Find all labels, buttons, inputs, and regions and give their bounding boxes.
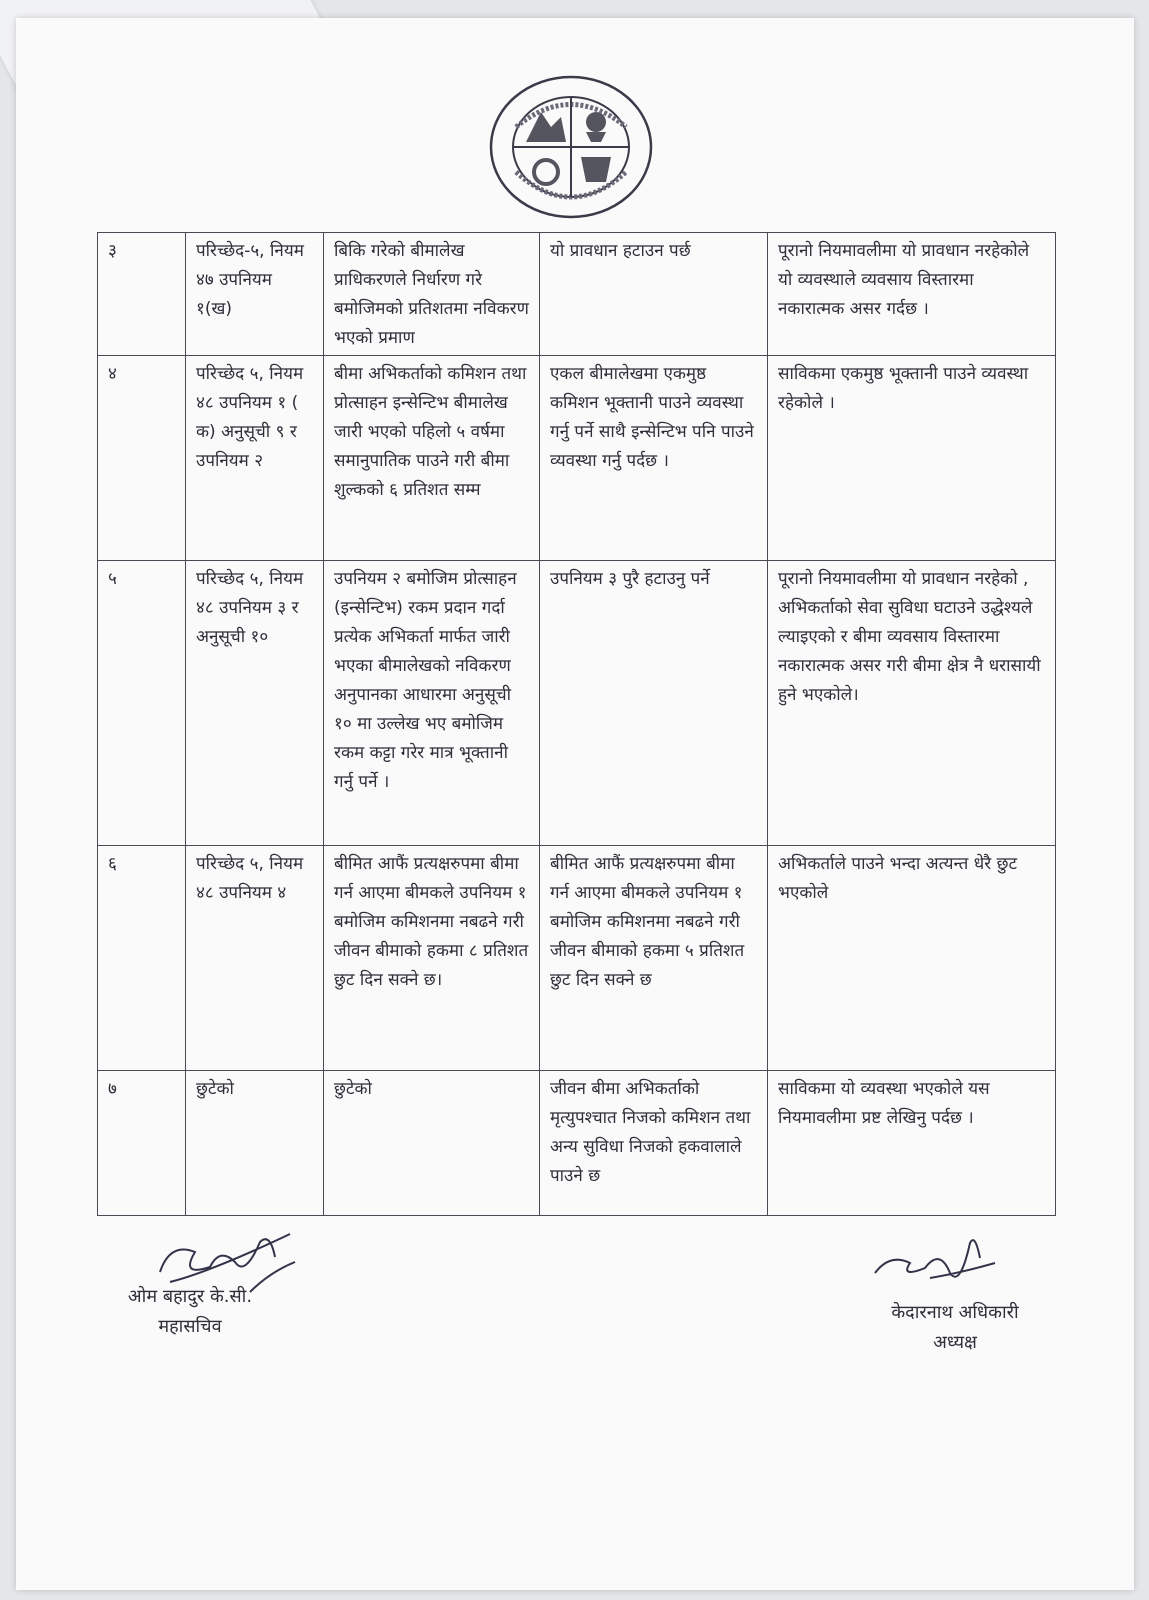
table-row [98, 356, 1056, 561]
signatory-title: महासचिव [158, 1316, 222, 1337]
signatory-name: केदारनाथ अधिकारी [891, 1302, 1019, 1323]
current-provision-cell: छुटेको [324, 1071, 540, 1216]
signature-right [870, 1228, 1000, 1298]
current-provision-cell: बीमा अभिकर्ताको कमिशन तथा प्रोत्साहन इन्सेन्टिभ बीमालेख जारी भएको पहिलो ५ वर्षमा समानुपातिक पाउने गरी बीमा शुल्कको ६ प्रतिशत सम्म [324, 356, 540, 561]
association-seal-logo [486, 72, 656, 222]
serial-number-cell: ४ [98, 356, 186, 561]
table-row [98, 846, 1056, 1071]
chapter-rule-cell: छुटेको [186, 1071, 324, 1216]
serial-number-cell: ६ [98, 846, 186, 1071]
reason-cell: पूरानो नियमावलीमा यो प्रावधान नरहेकोले यो व्यवस्थाले व्यवसाय विस्तारमा नकारात्मक असर गर्दछ । [768, 233, 1056, 356]
signatory-right [860, 1298, 1050, 1358]
signatory-left [100, 1282, 280, 1342]
current-provision-cell: बिकि गरेको बीमालेख प्राधिकरणले निर्धारण गरे बमोजिमको प्रतिशतमा नविकरण भएको प्रमाण [324, 233, 540, 356]
seal-graphic [486, 72, 656, 222]
signatory-name: ओम बहादुर के.सी. [127, 1286, 253, 1307]
reason-cell: साविकमा यो व्यवस्था भएकोले यस नियमावलीमा प्रष्ट लेखिनु पर्दछ । [768, 1071, 1056, 1216]
chapter-rule-cell: परिच्छेद ५, नियम ४८ उपनियम १ ( क) अनुसूची ९ र उपनियम २ [186, 356, 324, 561]
reason-cell: अभिकर्ताले पाउने भन्दा अत्यन्त धेरै छुट भएकोले [768, 846, 1056, 1071]
table-row [98, 233, 1056, 356]
reason-cell: पूरानो नियमावलीमा यो प्रावधान नरहेको , अभिकर्ताको सेवा सुविधा घटाउने उद्धेश्यले ल्याइएको र बीमा व्यवसाय विस्तारमा नकारात्मक असर गरी बीमा क्षेत्र नै धरासायी हुने भएकोले। [768, 561, 1056, 846]
proposed-change-cell: एकल बीमालेखमा एकमुष्ठ कमिशन भूक्तानी पाउने व्यवस्था गर्नु पर्ने साथै इन्सेन्टिभ पनि पाउने व्यवस्था गर्नु पर्दछ । [540, 356, 768, 561]
serial-number-cell: ७ [98, 1071, 186, 1216]
chapter-rule-cell: परिच्छेद ५, नियम ४८ उपनियम ४ [186, 846, 324, 1071]
proposed-change-cell: उपनियम ३ पुरै हटाउनु पर्ने [540, 561, 768, 846]
table-row [98, 561, 1056, 846]
signatory-title: अध्यक्ष [933, 1332, 977, 1353]
table-row [98, 1071, 1056, 1216]
current-provision-cell: उपनियम २ बमोजिम प्रोत्साहन (इन्सेन्टिभ) रकम प्रदान गर्दा प्रत्येक अभिकर्ता मार्फत जारी भएका बीमालेखको नविकरण अनुपानका आधारमा अनुसूची १० मा उल्लेख भए बमोजिम रकम कट्टा गरेर मात्र भूक्तानी गर्नु पर्ने । [324, 561, 540, 846]
chapter-rule-cell: परिच्छेद ५, नियम ४८ उपनियम ३ र अनुसूची १० [186, 561, 324, 846]
proposed-change-cell: जीवन बीमा अभिकर्ताको मृत्युपश्चात निजको कमिशन तथा अन्य सुविधा निजको हकवालाले पाउने छ [540, 1071, 768, 1216]
serial-number-cell: ३ [98, 233, 186, 356]
reason-cell: साविकमा एकमुष्ठ भूक्तानी पाउने व्यवस्था रहेकोले । [768, 356, 1056, 561]
proposed-change-cell: बीमित आफैं प्रत्यक्षरुपमा बीमा गर्न आएमा बीमकले उपनियम १ बमोजिम कमिशनमा नबढने गरी जीवन बीमाको हकमा ५ प्रतिशत छुट दिन सक्ने छ [540, 846, 768, 1071]
proposed-change-cell: यो प्रावधान हटाउन पर्छ [540, 233, 768, 356]
amendment-table [97, 232, 1056, 1216]
serial-number-cell: ५ [98, 561, 186, 846]
chapter-rule-cell: परिच्छेद-५, नियम ४७ उपनियम १(ख) [186, 233, 324, 356]
current-provision-cell: बीमित आफैं प्रत्यक्षरुपमा बीमा गर्न आएमा बीमकले उपनियम १ बमोजिम कमिशनमा नबढने गरी जीवन बीमाको हकमा ८ प्रतिशत छुट दिन सक्ने छ। [324, 846, 540, 1071]
